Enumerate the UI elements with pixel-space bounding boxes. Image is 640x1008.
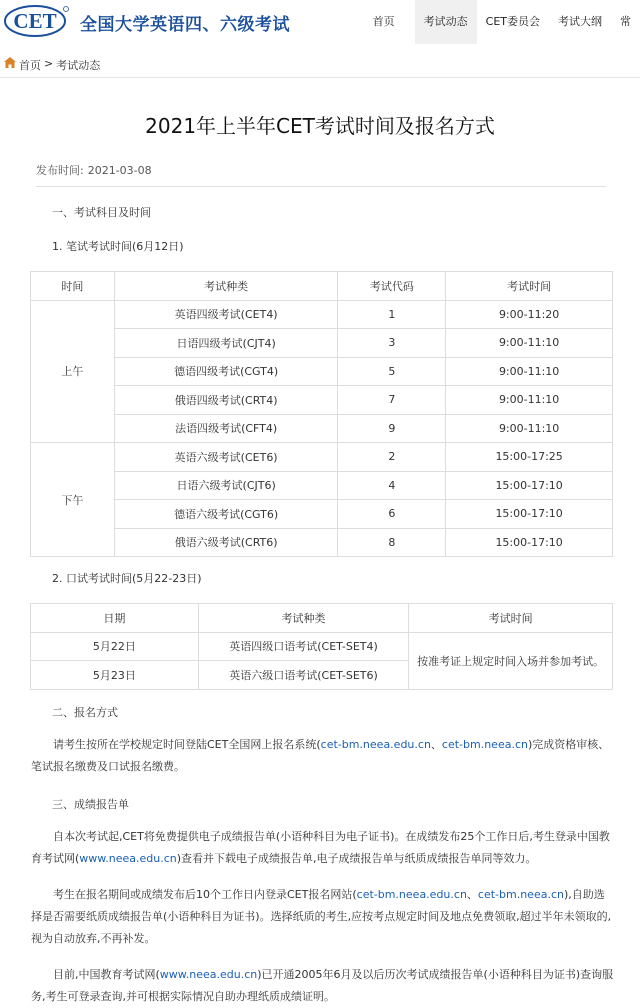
- session-label-am: 上午: [31, 300, 115, 443]
- table-row: [31, 471, 613, 500]
- table-cell: 9:00-11:10: [446, 386, 613, 415]
- table-cell: 5月23日: [31, 661, 199, 690]
- site-title[interactable]: 全国大学英语四、六级考试: [80, 15, 290, 35]
- table-row: [31, 329, 613, 358]
- paragraph-text: 自本次考试起,CET将免费提供电子成绩报告单(小语种科目为电子证书)。在成绩发布25个工作日后,考生登录中国教育考试网(: [31, 830, 610, 865]
- registration-link-edu[interactable]: cet-bm.neea.edu.cn: [320, 738, 431, 751]
- table-header: 日期: [31, 604, 199, 633]
- table-header: 考试时间: [409, 604, 613, 633]
- paragraph-text: 考生在报名期间或成绩发布后10个工作日内登录CET报名网站(: [53, 888, 357, 901]
- table-row: [31, 500, 613, 529]
- registration-link-cn[interactable]: cet-bm.neea.cn: [441, 738, 528, 751]
- publish-date: [36, 162, 606, 187]
- table-cell: 德语四级考试(CGT4): [114, 357, 338, 386]
- table-cell: 7: [338, 386, 446, 415]
- written-exam-table: [30, 271, 613, 557]
- table-header: 考试代码: [338, 272, 446, 301]
- score-paragraph-3: [31, 964, 615, 1008]
- neea-link[interactable]: www.neea.edu.cn: [159, 968, 258, 981]
- main-nav: [364, 0, 640, 44]
- site-header: [0, 0, 640, 44]
- section-heading-subjects: 一、考试科目及时间: [52, 206, 151, 219]
- paragraph-text: 目前,中国教育考试网(: [53, 968, 160, 981]
- nav-faq[interactable]: 常: [620, 15, 631, 28]
- table-cell: 9:00-11:20: [446, 300, 613, 329]
- cet-logo[interactable]: [4, 4, 70, 38]
- table-cell: 1: [338, 300, 446, 329]
- table-cell: 15:00-17:10: [446, 471, 613, 500]
- score-paragraph-1: [31, 826, 615, 870]
- score-link-cn[interactable]: cet-bm.neea.cn: [477, 888, 564, 901]
- table-cell: 英语六级考试(CET6): [114, 443, 338, 472]
- table-cell: 9: [338, 414, 446, 443]
- table-cell: 3: [338, 329, 446, 358]
- paragraph-text: )查看并下载电子成绩报告单,电子成绩报告单与纸质成绩报告单同等效力。: [176, 852, 537, 865]
- table-cell: 俄语六级考试(CRT6): [114, 528, 338, 557]
- table-cell: 9:00-11:10: [446, 414, 613, 443]
- table-header-row: [31, 604, 613, 633]
- score-link-edu[interactable]: cet-bm.neea.edu.cn: [356, 888, 467, 901]
- table-row: [31, 300, 613, 329]
- section-heading-registration: 二、报名方式: [52, 706, 118, 719]
- table-header-row: [31, 272, 613, 301]
- table-row: [31, 414, 613, 443]
- home-icon: [4, 57, 16, 68]
- table-row: [31, 528, 613, 557]
- oral-exam-heading: 2. 口试考试时间(5月22-23日): [52, 572, 202, 585]
- table-cell: 4: [338, 471, 446, 500]
- nav-exam-news[interactable]: 考试动态: [415, 0, 477, 44]
- paragraph-text: )完成资格审核、笔试报名缴费及口试报名缴费。: [31, 738, 610, 773]
- table-cell: 6: [338, 500, 446, 529]
- score-paragraph-2: [31, 884, 615, 950]
- table-cell: 法语四级考试(CFT4): [114, 414, 338, 443]
- table-cell: 15:00-17:25: [446, 443, 613, 472]
- table-cell: 英语四级考试(CET4): [114, 300, 338, 329]
- table-cell: 9:00-11:10: [446, 357, 613, 386]
- breadcrumb-separator: >: [44, 57, 54, 70]
- table-header: 考试时间: [446, 272, 613, 301]
- table-cell: 5月22日: [31, 632, 199, 661]
- paragraph-text: 请考生按所在学校规定时间登陆CET全国网上报名系统(: [53, 738, 321, 751]
- table-cell: 5: [338, 357, 446, 386]
- table-cell: 2: [338, 443, 446, 472]
- paragraph-text: )已开通2005年6月及以后历次考试成绩报告单(小语种科目为证书)查询服务,考生可登录查询,并可根据实际情况自助办理纸质成绩证明。: [31, 968, 614, 1003]
- table-row: [31, 357, 613, 386]
- breadcrumb-home-link[interactable]: 首页: [19, 59, 41, 72]
- table-cell: 8: [338, 528, 446, 557]
- oral-exam-table: [30, 603, 613, 690]
- svg-text:CET: CET: [13, 9, 57, 33]
- table-cell: 英语四级口语考试(CET-SET4): [198, 632, 409, 661]
- paragraph-text: ),自助选择是否需要纸质成绩报告单(小语种科目为证书)。选择纸质的考生,应按考点规定时间及地点免费领取,超过半年未领取的,视为自动放弃,不再补发。: [31, 888, 612, 945]
- section-heading-score-report: 三、成绩报告单: [52, 798, 129, 811]
- written-exam-heading: 1. 笔试考试时间(6月12日): [52, 240, 184, 253]
- session-label-pm: 下午: [31, 443, 115, 557]
- table-header: 时间: [31, 272, 115, 301]
- table-cell: 德语六级考试(CGT6): [114, 500, 338, 529]
- breadcrumb: [0, 52, 640, 78]
- table-header: 考试种类: [198, 604, 409, 633]
- article-title: 2021年上半年CET考试时间及报名方式: [145, 114, 495, 138]
- oral-time-note: 按准考证上规定时间入场并参加考试。: [409, 632, 613, 689]
- table-cell: 日语四级考试(CJT4): [114, 329, 338, 358]
- table-cell: 15:00-17:10: [446, 500, 613, 529]
- table-row: [31, 632, 613, 661]
- neea-link[interactable]: www.neea.edu.cn: [79, 852, 177, 865]
- publish-date-label: 发布时间:: [36, 164, 84, 177]
- breadcrumb-current[interactable]: 考试动态: [56, 59, 101, 72]
- paragraph-text: 、: [430, 738, 442, 751]
- nav-cet-committee[interactable]: CET委员会: [485, 15, 540, 28]
- table-row: [31, 386, 613, 415]
- table-cell: 俄语四级考试(CRT4): [114, 386, 338, 415]
- nav-home[interactable]: 首页: [372, 15, 395, 28]
- table-row: [31, 443, 613, 472]
- nav-exam-syllabus[interactable]: 考试大纲: [558, 15, 602, 28]
- table-cell: 15:00-17:10: [446, 528, 613, 557]
- table-header: 考试种类: [114, 272, 338, 301]
- table-cell: 英语六级口语考试(CET-SET6): [198, 661, 409, 690]
- publish-date-value: 2021-03-08: [87, 164, 152, 177]
- registration-paragraph: [31, 734, 615, 778]
- table-cell: 日语六级考试(CJT6): [114, 471, 338, 500]
- table-cell: 9:00-11:10: [446, 329, 613, 358]
- paragraph-text: 、: [466, 888, 478, 901]
